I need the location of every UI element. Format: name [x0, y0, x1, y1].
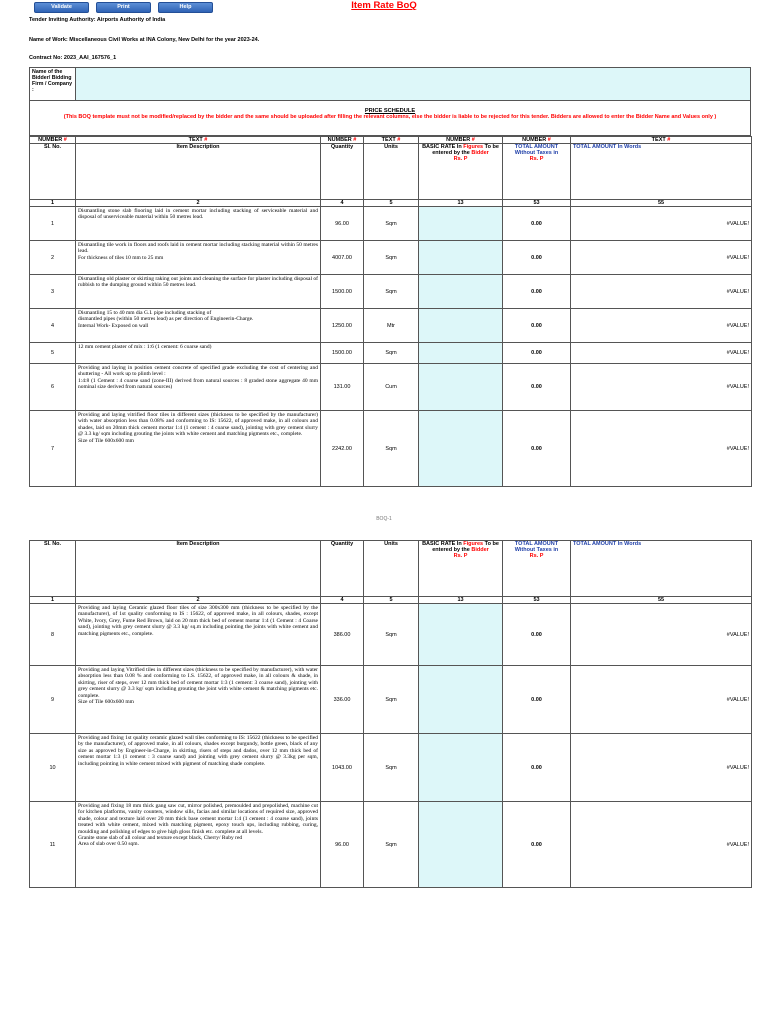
contract-number: Contract No: 2023_AAI_167576_1 [29, 55, 117, 61]
total-amount-cell: 0.00 [503, 275, 571, 309]
basic-rate-input[interactable] [419, 275, 503, 309]
sl-number-cell: 3 [30, 275, 76, 309]
type-cell: NUMBER # [30, 137, 76, 144]
total-amount-cell: 0.00 [503, 411, 571, 487]
units-cell: Sqm [364, 666, 419, 734]
item-description-cell: Providing and laying in position cement concrete of specified grade excluding the cost of centering and shuttering - All work up to plinth level : 1:4:8 (1 Cement : 4 coarse sand (zone-III) derived from natural sources : 8 graded stone aggregate 40 mm nominal size derived from natural sources) [76, 364, 321, 411]
total-amount-cell: 0.00 [503, 241, 571, 275]
column-number: 1 [30, 200, 76, 207]
column-number: 55 [571, 597, 752, 604]
item-description-cell: Dismantling old plaster or skirting raking out joints and cleaning the surface for plaster including disposal of rubbish to the dumping ground within 50 metres lead. [76, 275, 321, 309]
item-description-cell: Dismantling stone slab flooring laid in cement mortar including stacking of serviceable material and disposal of unserviceable material within 50 metres lead. [76, 207, 321, 241]
amount-in-words-cell: #VALUE! [571, 207, 752, 241]
column-number: 53 [503, 597, 571, 604]
amount-in-words-cell: #VALUE! [571, 666, 752, 734]
quantity-cell: 131.00 [321, 364, 364, 411]
units-cell: Sqm [364, 343, 419, 364]
help-button[interactable]: Help [158, 2, 213, 13]
units-cell: Sqm [364, 411, 419, 487]
boq-table-page-2 [29, 540, 752, 888]
header-units: Units [364, 144, 419, 200]
basic-rate-input[interactable] [419, 241, 503, 275]
header-slno: Sl. No. [30, 541, 76, 597]
column-number: 5 [364, 597, 419, 604]
table-row [30, 207, 752, 241]
quantity-cell: 1500.00 [321, 275, 364, 309]
sl-number-cell: 9 [30, 666, 76, 734]
table-row [30, 604, 752, 666]
price-schedule-note: (This BOQ template must not be modified/replaced by the bidder and the same should be uploaded after filling the relevant columns, else the bidder is liable to be rejected for this tender. Bidders are allowed to enter the Bidder Name and Values only ) [63, 114, 717, 120]
print-button[interactable]: Print [96, 2, 151, 13]
basic-rate-input[interactable] [419, 604, 503, 666]
quantity-cell: 1043.00 [321, 734, 364, 802]
quantity-cell: 1250.00 [321, 309, 364, 343]
header-units: Units [364, 541, 419, 597]
amount-in-words-cell: #VALUE! [571, 275, 752, 309]
item-description-cell: Providing and laying vitrified floor tiles in different sizes (thickness to be specified by the manufacturer) with water absorption less than 0.08% and conforming to IS: 15622, of approved make, in all colours and shades, laid on 20mm thick cement mortar 1:4 (1 cement : 4 coarse sand), jointing with grey cement slurry @ 3.3 kg/ sqm including grouting the joints with white cement and matching pigments etc., complete. Size of Tile 600x600 mm [76, 411, 321, 487]
quantity-cell: 386.00 [321, 604, 364, 666]
type-cell: NUMBER # [419, 137, 503, 144]
column-number: 5 [364, 200, 419, 207]
sl-number-cell: 2 [30, 241, 76, 275]
table-row [30, 734, 752, 802]
sl-number-cell: 11 [30, 802, 76, 888]
bidder-name-row [29, 67, 751, 101]
item-description-cell: Dismantling tile work in floors and roofs laid in cement mortar including stacking material within 50 metres lead. For thickness of tiles 10 mm to 25 mm [76, 241, 321, 275]
validate-button[interactable]: Validate [34, 2, 89, 13]
page-label: BOQ-1 [376, 516, 392, 522]
amount-in-words-cell: #VALUE! [571, 411, 752, 487]
units-cell: Sqm [364, 734, 419, 802]
table-row [30, 364, 752, 411]
sl-number-cell: 6 [30, 364, 76, 411]
column-number: 2 [76, 200, 321, 207]
table-row [30, 275, 752, 309]
amount-in-words-cell: #VALUE! [571, 241, 752, 275]
amount-in-words-cell: #VALUE! [571, 343, 752, 364]
bidder-name-input[interactable] [76, 68, 750, 100]
header-total-amount: TOTAL AMOUNT Without Taxes in Rs. P [503, 144, 571, 200]
price-schedule [29, 101, 751, 136]
column-number-row [30, 597, 752, 604]
item-description-cell: Providing and laying Vitrified tiles in different sizes (thickness to be specified by manufacturer), with water absorption less than 0.08 % and conforming to I.S. 15622, of approved make, in all colours & shade, in skirting, riser of steps, over 12 mm thick bed of cement mortar 1:3 (1 cement: 3 coarse sand), jointing with grey cement slurry @ 3.3 kg/ sqm including grouting the joint with white cement & matching pigments etc. complete. Size of Tile 600x600 mm [76, 666, 321, 734]
basic-rate-input[interactable] [419, 802, 503, 888]
units-cell: Mtr [364, 309, 419, 343]
quantity-cell: 96.00 [321, 207, 364, 241]
amount-in-words-cell: #VALUE! [571, 734, 752, 802]
units-cell: Cum [364, 364, 419, 411]
column-number: 2 [76, 597, 321, 604]
header-quantity: Quantity [321, 144, 364, 200]
header-basic-rate: BASIC RATE In Figures To be entered by the Bidder Rs. P [419, 144, 503, 200]
basic-rate-input[interactable] [419, 207, 503, 241]
document-title: Item Rate BoQ [351, 0, 417, 11]
amount-in-words-cell: #VALUE! [571, 802, 752, 888]
header-description: Item Description [76, 541, 321, 597]
tender-authority: Tender Inviting Authority: Airports Authority of India [29, 17, 166, 23]
price-schedule-heading: PRICE SCHEDULE [364, 108, 416, 114]
table-row [30, 241, 752, 275]
item-description-cell: Providing and fixing 1st quality ceramic glazed wall tiles conforming to IS: 15622 (thickness to be specified by the manufacturer), of approved make, in all colours, shades except burgundy, bottle green, black of any size as approved by Engineer-in-Charge, in skirting, risers of steps and dados, over 12 mm thick bed of cement mortar 1:3 (1 cement : 3 coarse sand) and jointing with grey cement slurry @ 3.3kg per sqm, including pointing in white cement mixed with pigment of matching shade complete. [76, 734, 321, 802]
quantity-cell: 1500.00 [321, 343, 364, 364]
header-slno: Sl. No. [30, 144, 76, 200]
total-amount-cell: 0.00 [503, 802, 571, 888]
column-number: 53 [503, 200, 571, 207]
item-description-cell: Providing and fixing 18 mm thick gang saw cut, mirror polished, premoulded and prepolished, machine cut for kitchen platforms, vanity counters, window sills, facias and similar locations of required size, approved shade, colour and texture laid over 20 mm thick base cement mortar 1:4 (1 cement : 4 coarse sand), joints treated with white cement, mixed with matching pigment, epoxy touch ups, including rubbing, curing, moulding and polishing of edges to give high gloss finish etc. complete at all levels. Granite stone slab of all colour and texture except black, Cherry/ Ruby red Area of slab over 0.50 sqm. [76, 802, 321, 888]
sl-number-cell: 1 [30, 207, 76, 241]
header-quantity: Quantity [321, 541, 364, 597]
header-amount-in-words: TOTAL AMOUNT In Words [571, 541, 752, 597]
quantity-cell: 336.00 [321, 666, 364, 734]
quantity-cell: 96.00 [321, 802, 364, 888]
type-cell: NUMBER # [503, 137, 571, 144]
table-row [30, 411, 752, 487]
type-cell: TEXT # [571, 137, 752, 144]
total-amount-cell: 0.00 [503, 343, 571, 364]
column-number: 13 [419, 597, 503, 604]
quantity-cell: 4007.00 [321, 241, 364, 275]
table-row [30, 802, 752, 888]
column-header-row [30, 541, 752, 597]
units-cell: Sqm [364, 802, 419, 888]
basic-rate-input[interactable] [419, 309, 503, 343]
type-cell: TEXT # [364, 137, 419, 144]
column-number-row [30, 200, 752, 207]
amount-in-words-cell: #VALUE! [571, 604, 752, 666]
type-row [30, 137, 752, 144]
table-row [30, 343, 752, 364]
units-cell: Sqm [364, 275, 419, 309]
total-amount-cell: 0.00 [503, 666, 571, 734]
total-amount-cell: 0.00 [503, 207, 571, 241]
type-cell: NUMBER # [321, 137, 364, 144]
basic-rate-input[interactable] [419, 364, 503, 411]
boq-table-page-1 [29, 136, 752, 487]
column-number: 13 [419, 200, 503, 207]
column-number: 4 [321, 200, 364, 207]
sl-number-cell: 8 [30, 604, 76, 666]
quantity-cell: 2242.00 [321, 411, 364, 487]
header-description: Item Description [76, 144, 321, 200]
basic-rate-input[interactable] [419, 734, 503, 802]
total-amount-cell: 0.00 [503, 734, 571, 802]
sl-number-cell: 10 [30, 734, 76, 802]
table-row [30, 309, 752, 343]
units-cell: Sqm [364, 207, 419, 241]
total-amount-cell: 0.00 [503, 364, 571, 411]
column-number: 1 [30, 597, 76, 604]
page-1-items [30, 207, 752, 487]
table-row [30, 666, 752, 734]
total-amount-cell: 0.00 [503, 604, 571, 666]
amount-in-words-cell: #VALUE! [571, 364, 752, 411]
basic-rate-input[interactable] [419, 343, 503, 364]
type-cell: TEXT # [76, 137, 321, 144]
header-amount-in-words: TOTAL AMOUNT In Words [571, 144, 752, 200]
item-description-cell: Providing and laying Ceramic glazed floor tiles of size 300x300 mm (thickness to be specified by the manufacturer), of 1st quality conforming to IS : 15622, of approved make, in all colours, shades, except White, Ivory, Grey, Fume Red Brown, laid on 20 mm thick bed of cement mortar 1:4 (1 Cement : 4 Coarse sand), jointing with grey cement slurry @ 3.3 kg/ sq.m including pointing the joints with white cement and matching pigments etc., complete. [76, 604, 321, 666]
column-header-row [30, 144, 752, 200]
item-description-cell: Dismantling 15 to 40 mm dia G.I. pipe including stacking of dismantled pipes (within 50 metres lead) as per direction of Engineerin-Charge. Internal Work- Exposed on wall [76, 309, 321, 343]
sl-number-cell: 5 [30, 343, 76, 364]
amount-in-words-cell: #VALUE! [571, 309, 752, 343]
column-number: 55 [571, 200, 752, 207]
total-amount-cell: 0.00 [503, 309, 571, 343]
name-of-work: Name of Work: Miscellaneous Civil Works at INA Colony, New Delhi for the year 2023-24. [29, 37, 260, 43]
page-2-items [30, 604, 752, 888]
header-basic-rate: BASIC RATE In Figures To be entered by the Bidder Rs. P [419, 541, 503, 597]
basic-rate-input[interactable] [419, 666, 503, 734]
basic-rate-input[interactable] [419, 411, 503, 487]
column-number: 4 [321, 597, 364, 604]
units-cell: Sqm [364, 604, 419, 666]
item-description-cell: 12 mm cement plaster of mix : 1:6 (1 cement: 6 coarse sand) [76, 343, 321, 364]
header-total-amount: TOTAL AMOUNT Without Taxes in Rs. P [503, 541, 571, 597]
sl-number-cell: 7 [30, 411, 76, 487]
units-cell: Sqm [364, 241, 419, 275]
bidder-name-label: Name of the Bidder/ Bidding Firm / Company : [30, 68, 76, 100]
sl-number-cell: 4 [30, 309, 76, 343]
